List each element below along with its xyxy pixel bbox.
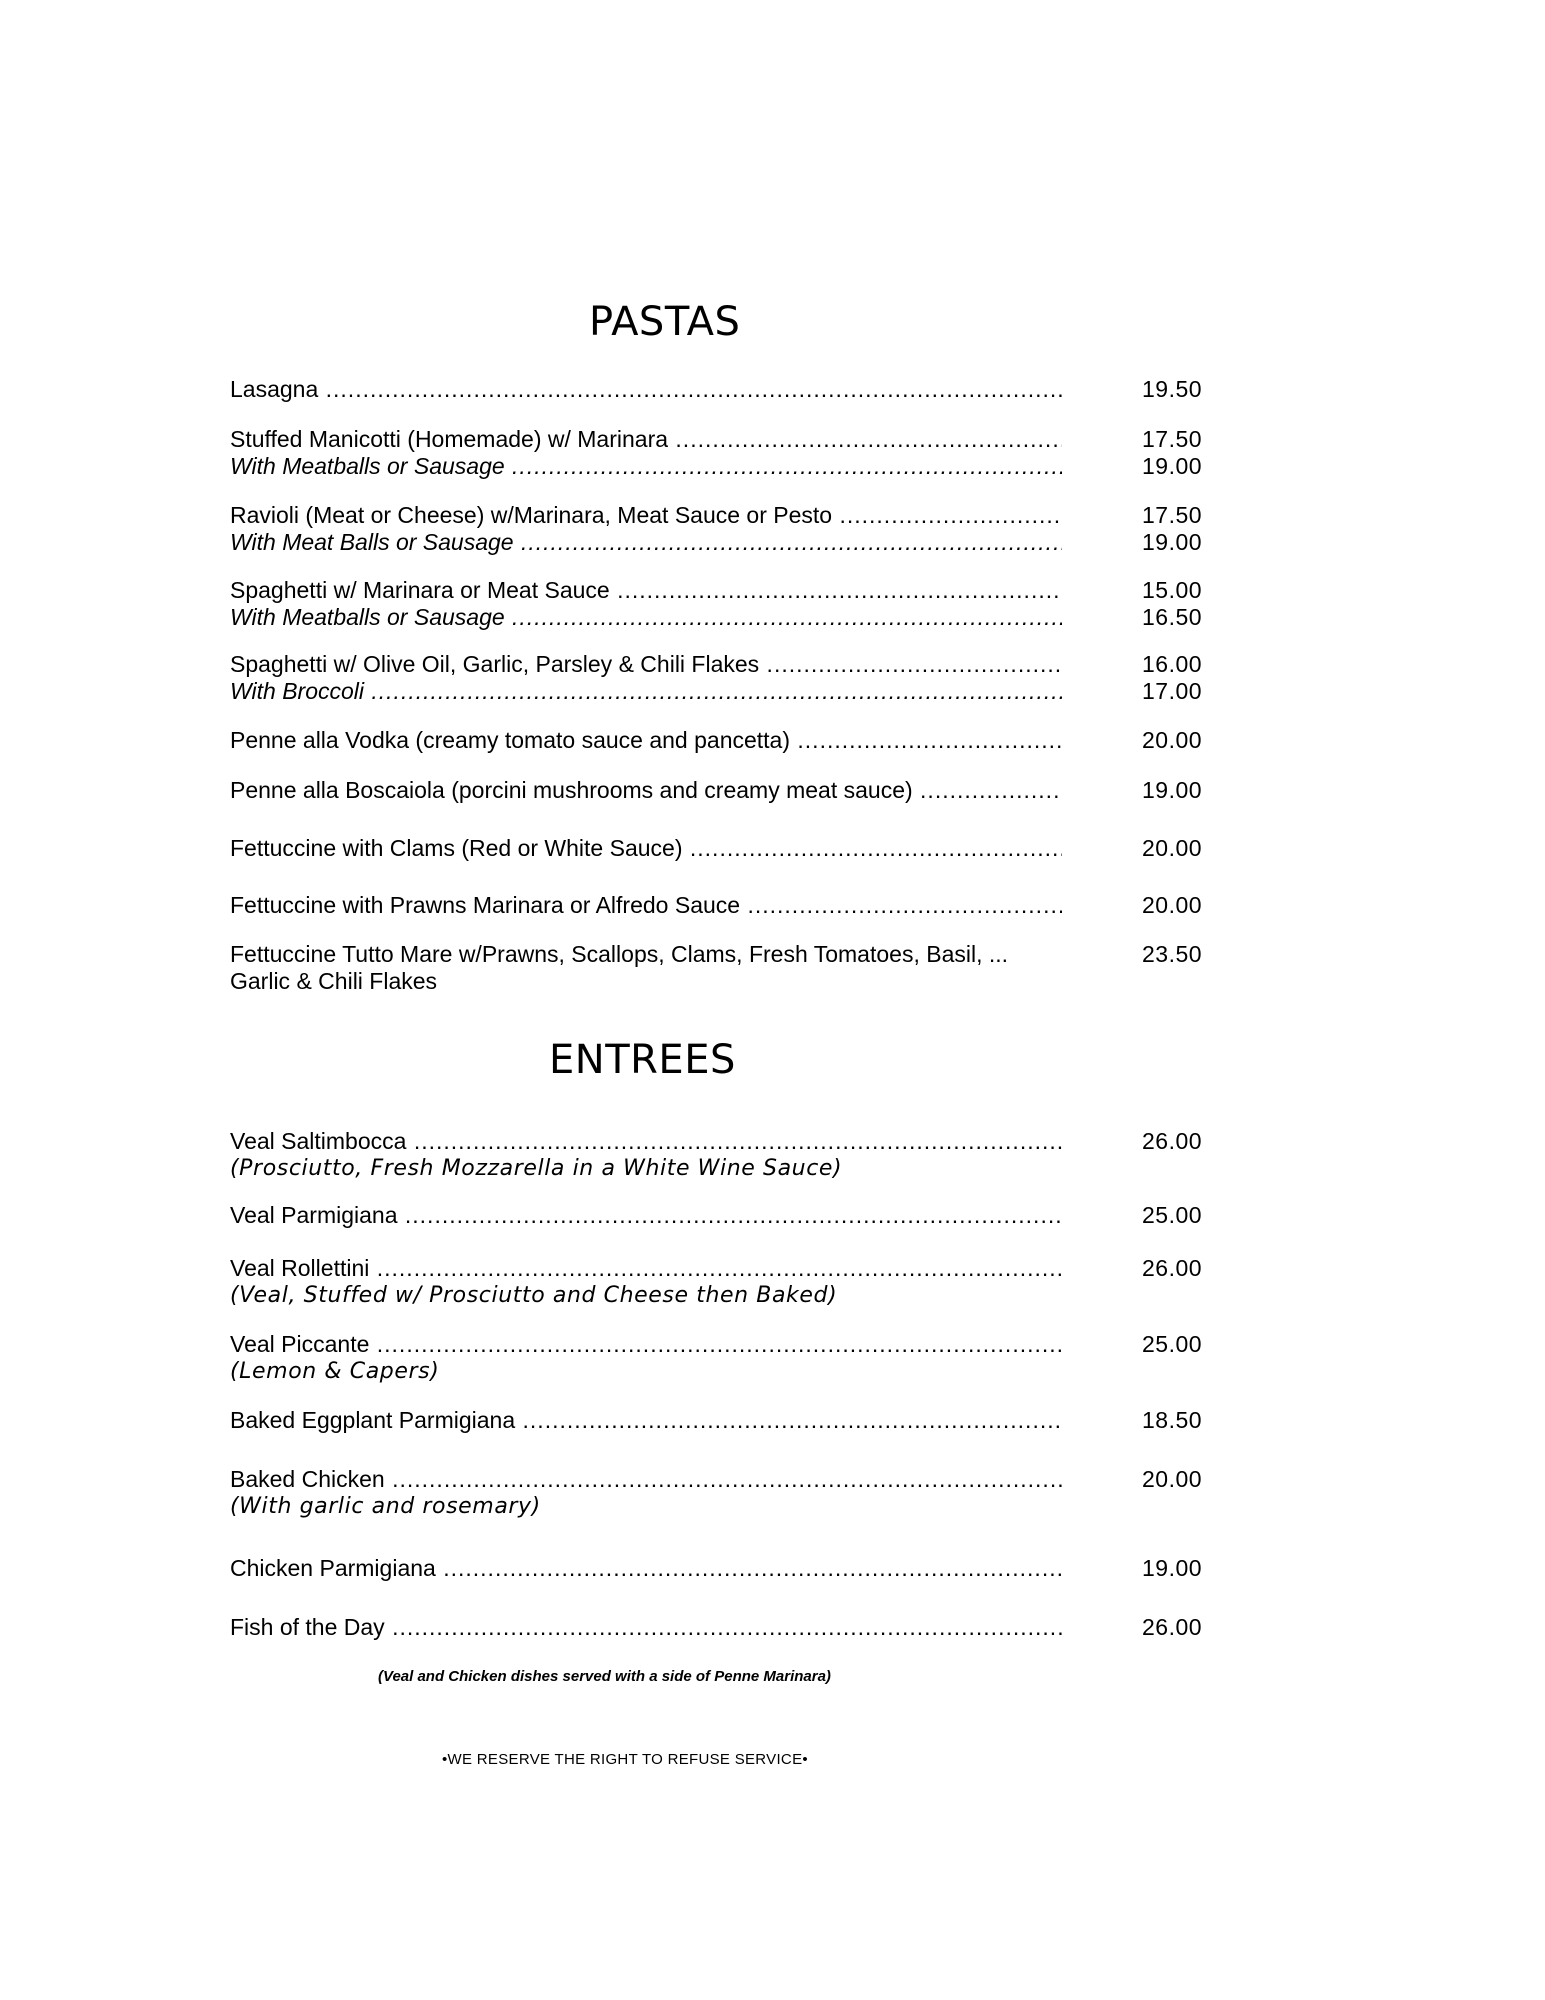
item-option: With Broccoli .....: [230, 678, 1062, 705]
menu-item: [230, 941, 1210, 995]
item-price: 17.50: [1142, 426, 1203, 452]
menu-item: [230, 1128, 1210, 1183]
item-name: Lasagna .....: [230, 376, 1062, 403]
item-price: 17.50: [1142, 502, 1203, 528]
item-price: 20.00: [1142, 835, 1203, 861]
item-name: Baked Chicken .....: [230, 1466, 1062, 1493]
item-name: Penne alla Boscaiola (porcini mushrooms and creamy meat sauce) .....: [230, 777, 1062, 804]
item-price: 23.50: [1142, 941, 1203, 967]
item-name: Chicken Parmigiana .....: [230, 1555, 1062, 1582]
item-price: 16.00: [1142, 651, 1203, 677]
item-name: Veal Piccante .....: [230, 1331, 1062, 1358]
item-description: (Lemon & Capers): [230, 1359, 440, 1384]
entrees-heading: ENTREES: [549, 1037, 736, 1083]
item-name: Ravioli (Meat or Cheese) w/Marinara, Meat Sauce or Pesto .....: [230, 502, 1062, 529]
menu-item: [230, 651, 1210, 705]
item-name: Fettuccine Tutto Mare w/Prawns, Scallops, Clams, Fresh Tomatoes, Basil, ...: [230, 941, 1009, 967]
item-description: (Prosciutto, Fresh Mozzarella in a White Wine Sauce): [230, 1156, 843, 1181]
item-name: Fettuccine with Clams (Red or White Sauce) .....: [230, 835, 1062, 862]
item-name: Veal Rollettini .....: [230, 1255, 1062, 1282]
footer-notice: •WE RESERVE THE RIGHT TO REFUSE SERVICE•: [442, 1751, 808, 1768]
item-name: Fettuccine with Prawns Marinara or Alfredo Sauce .....: [230, 892, 1062, 919]
pastas-heading: PASTAS: [589, 299, 741, 345]
menu-item: [230, 1614, 1210, 1641]
item-name: Spaghetti w/ Olive Oil, Garlic, Parsley & Chili Flakes .....: [230, 651, 1062, 678]
item-price: 19.00: [1142, 1555, 1203, 1581]
menu-item: [230, 1202, 1210, 1229]
item-price: 25.00: [1142, 1202, 1203, 1228]
menu-item: [230, 577, 1210, 631]
menu-item: [230, 892, 1210, 919]
serving-note: (Veal and Chicken dishes served with a side of Penne Marinara): [378, 1668, 831, 1685]
item-name: Fish of the Day .....: [230, 1614, 1062, 1641]
menu-item: [230, 426, 1210, 480]
menu-item: [230, 777, 1210, 804]
menu-item: [230, 502, 1210, 556]
item-price: 19.00: [1142, 529, 1203, 555]
item-price: 19.00: [1142, 777, 1203, 803]
item-name: Stuffed Manicotti (Homemade) w/ Marinara .....: [230, 426, 1062, 453]
item-name: Baked Eggplant Parmigiana .....: [230, 1407, 1062, 1434]
menu-item: [230, 727, 1210, 754]
menu-item: [230, 1255, 1210, 1310]
menu-item: [230, 1466, 1210, 1521]
item-price: 19.00: [1142, 453, 1203, 479]
menu-item: [230, 1407, 1210, 1434]
item-price: 19.50: [1142, 376, 1203, 402]
item-name: Veal Parmigiana .....: [230, 1202, 1062, 1229]
item-price: 20.00: [1142, 1466, 1203, 1492]
item-price: 16.50: [1142, 604, 1203, 630]
item-price: 18.50: [1142, 1407, 1203, 1433]
item-option: With Meat Balls or Sausage .....: [230, 529, 1062, 556]
item-description: (Veal, Stuffed w/ Prosciutto and Cheese then Baked): [230, 1283, 838, 1308]
item-price: 26.00: [1142, 1128, 1203, 1154]
item-price: 20.00: [1142, 892, 1203, 918]
menu-item: [230, 1555, 1210, 1582]
item-price: 15.00: [1142, 577, 1203, 603]
item-price: 26.00: [1142, 1614, 1203, 1640]
item-price: 26.00: [1142, 1255, 1203, 1281]
item-price: 25.00: [1142, 1331, 1203, 1357]
item-option: With Meatballs or Sausage .....: [230, 604, 1062, 631]
item-price: 17.00: [1142, 678, 1203, 704]
item-price: 20.00: [1142, 727, 1203, 753]
item-name: Spaghetti w/ Marinara or Meat Sauce .....: [230, 577, 1062, 604]
menu-item: [230, 835, 1210, 862]
menu-item: [230, 1331, 1210, 1386]
item-name-continued: Garlic & Chili Flakes: [230, 968, 438, 994]
item-name: Veal Saltimbocca .....: [230, 1128, 1062, 1155]
item-description: (With garlic and rosemary): [230, 1494, 541, 1519]
item-name: Penne alla Vodka (creamy tomato sauce and pancetta) .....: [230, 727, 1062, 754]
item-option: With Meatballs or Sausage .....: [230, 453, 1062, 480]
menu-item: [230, 376, 1210, 403]
